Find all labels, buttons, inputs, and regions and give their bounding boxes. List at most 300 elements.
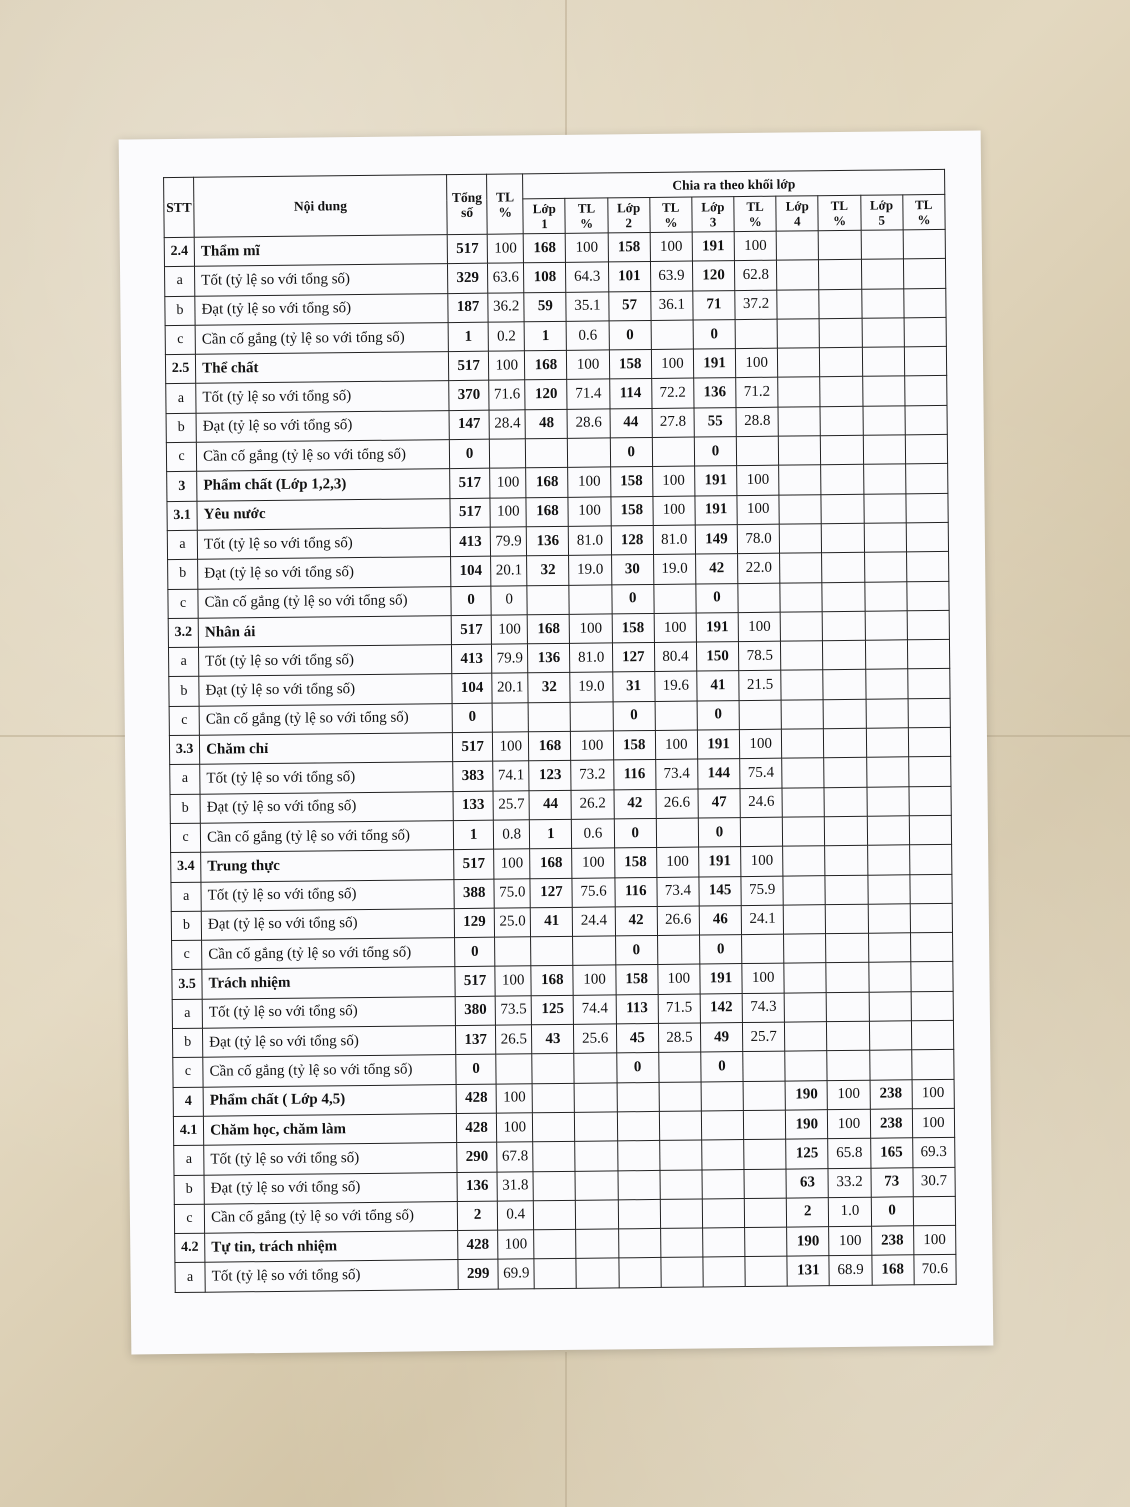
cell-count: 168 bbox=[526, 468, 568, 498]
cell-count: 150 bbox=[696, 642, 738, 672]
header-subcol-line1: Lớp bbox=[785, 198, 809, 214]
cell-percent bbox=[659, 1052, 701, 1082]
cell-percent: 100 bbox=[912, 1108, 955, 1138]
cell-percent: 100 bbox=[741, 846, 783, 876]
cell-count: 123 bbox=[529, 761, 571, 791]
cell-count: 168 bbox=[527, 614, 569, 644]
cell-percent bbox=[659, 1140, 701, 1170]
cell-content: Đạt (tỷ lệ so với tổng số) bbox=[204, 1172, 457, 1204]
cell-count bbox=[782, 758, 824, 788]
cell-count: 32 bbox=[528, 673, 570, 703]
cell-percent bbox=[822, 582, 864, 612]
cell-count bbox=[617, 1082, 659, 1112]
cell-percent bbox=[909, 786, 952, 816]
cell-percent: 28.6 bbox=[567, 409, 609, 439]
header-stt: STT bbox=[164, 177, 195, 237]
cell-percent: 100 bbox=[494, 849, 530, 879]
cell-stt: b bbox=[169, 677, 199, 707]
cell-count bbox=[527, 585, 569, 615]
cell-stt: 4 bbox=[173, 1087, 203, 1117]
cell-percent bbox=[660, 1228, 702, 1258]
cell-count: 0 bbox=[698, 818, 740, 848]
cell-percent: 62.8 bbox=[735, 260, 777, 290]
cell-content: Thẩm mĩ bbox=[194, 235, 447, 267]
cell-count: 71 bbox=[693, 290, 735, 320]
cell-count bbox=[868, 904, 910, 934]
cell-percent: 75.6 bbox=[572, 877, 614, 907]
cell-count: 1 bbox=[448, 322, 488, 352]
header-subcol-line1: Lớp bbox=[616, 200, 641, 216]
cell-count: 165 bbox=[870, 1138, 912, 1168]
cell-count: 145 bbox=[699, 876, 741, 906]
cell-percent: 24.1 bbox=[741, 905, 783, 935]
cell-percent bbox=[571, 702, 613, 732]
cell-count bbox=[869, 1021, 911, 1051]
cell-count: 57 bbox=[608, 291, 650, 321]
cell-count: 116 bbox=[613, 760, 655, 790]
cell-percent: 28.4 bbox=[489, 410, 525, 440]
cell-percent: 25.7 bbox=[743, 1022, 785, 1052]
header-subcol-line2: 5 bbox=[878, 212, 886, 228]
cell-count: 101 bbox=[608, 262, 650, 292]
cell-content: Yêu nước bbox=[197, 498, 450, 530]
cell-content: Tốt (tỷ lệ so với tổng số) bbox=[197, 528, 450, 560]
cell-percent bbox=[742, 934, 784, 964]
cell-percent bbox=[819, 289, 861, 319]
cell-percent: 73.5 bbox=[495, 995, 531, 1025]
cell-count bbox=[777, 289, 819, 319]
header-tl bbox=[487, 174, 524, 234]
cell-content: Đạt (tỷ lệ so với tổng số) bbox=[198, 557, 451, 589]
cell-percent bbox=[820, 377, 862, 407]
cell-count: 2 bbox=[457, 1201, 497, 1231]
cell-percent bbox=[569, 584, 611, 614]
cell-count bbox=[784, 992, 826, 1022]
header-subcol bbox=[692, 197, 735, 232]
cell-percent bbox=[910, 932, 953, 962]
cell-percent: 100 bbox=[570, 614, 612, 644]
cell-count: 413 bbox=[450, 527, 490, 557]
cell-count: 0 bbox=[697, 700, 739, 730]
cell-count bbox=[779, 436, 821, 466]
cell-count bbox=[703, 1228, 745, 1258]
cell-content: Đạt (tỷ lệ so với tổng số) bbox=[195, 293, 448, 325]
cell-percent bbox=[826, 933, 868, 963]
cell-percent bbox=[908, 727, 951, 757]
cell-count: 517 bbox=[455, 967, 495, 997]
cell-count bbox=[864, 523, 906, 553]
cell-count: 149 bbox=[695, 525, 737, 555]
header-subcol bbox=[903, 194, 946, 229]
cell-percent: 73.4 bbox=[655, 759, 697, 789]
cell-percent: 80.4 bbox=[654, 642, 696, 672]
cell-count bbox=[867, 845, 909, 875]
cell-percent: 100 bbox=[739, 729, 781, 759]
cell-percent: 100 bbox=[829, 1226, 871, 1256]
cell-stt: 4.1 bbox=[173, 1116, 203, 1146]
cell-content: Tốt (tỷ lệ so với tổng số) bbox=[195, 264, 448, 296]
cell-count bbox=[619, 1258, 661, 1288]
cell-stt: a bbox=[170, 765, 200, 795]
cell-percent bbox=[745, 1256, 787, 1286]
cell-percent: 26.6 bbox=[657, 906, 699, 936]
cell-count: 125 bbox=[531, 995, 573, 1025]
cell-content: Nhân ái bbox=[198, 615, 451, 647]
cell-count: 42 bbox=[614, 789, 656, 819]
cell-percent bbox=[743, 1051, 785, 1081]
cell-percent bbox=[909, 845, 952, 875]
cell-percent bbox=[826, 904, 868, 934]
cell-percent: 67.8 bbox=[497, 1142, 533, 1172]
cell-count bbox=[532, 1054, 574, 1084]
cell-stt: b bbox=[171, 911, 201, 941]
cell-percent bbox=[826, 963, 868, 993]
cell-percent bbox=[575, 1170, 617, 1200]
header-subcol-line1: TL bbox=[577, 200, 596, 216]
cell-percent bbox=[651, 320, 693, 350]
cell-percent bbox=[744, 1169, 786, 1199]
cell-count bbox=[618, 1229, 660, 1259]
header-subcol-line2: % bbox=[748, 213, 762, 229]
cell-count: 329 bbox=[448, 263, 488, 293]
cell-content: Đạt (tỷ lệ so với tổng số) bbox=[203, 1026, 456, 1058]
cell-percent bbox=[910, 903, 953, 933]
tile-seam bbox=[565, 1352, 567, 1507]
cell-count: 238 bbox=[870, 1109, 912, 1139]
cell-percent bbox=[822, 523, 864, 553]
cell-percent bbox=[735, 319, 777, 349]
cell-stt: 3.3 bbox=[169, 735, 199, 765]
cell-content: Đạt (tỷ lệ so với tổng số) bbox=[201, 908, 454, 940]
cell-percent: 36.1 bbox=[651, 291, 693, 321]
cell-percent: 74.3 bbox=[742, 993, 784, 1023]
cell-count: 191 bbox=[700, 964, 742, 994]
cell-count bbox=[781, 670, 823, 700]
cell-count: 2 bbox=[787, 1197, 829, 1227]
cell-percent bbox=[827, 992, 869, 1022]
cell-content: Tốt (tỷ lệ so với tổng số) bbox=[199, 645, 452, 677]
cell-count: 0 bbox=[693, 319, 735, 349]
cell-stt: a bbox=[175, 1263, 205, 1293]
cell-stt: a bbox=[172, 999, 202, 1029]
cell-percent bbox=[660, 1199, 702, 1229]
cell-count bbox=[534, 1229, 576, 1259]
cell-percent: 19.0 bbox=[570, 672, 612, 702]
cell-count: 168 bbox=[526, 497, 568, 527]
cell-percent: 19.6 bbox=[655, 671, 697, 701]
cell-count: 30 bbox=[611, 555, 653, 585]
cell-content: Đạt (tỷ lệ so với tổng số) bbox=[199, 674, 452, 706]
cell-count: 116 bbox=[615, 877, 657, 907]
cell-count: 0 bbox=[455, 937, 495, 967]
cell-count bbox=[533, 1142, 575, 1172]
cell-count bbox=[866, 728, 908, 758]
cell-count bbox=[701, 1081, 743, 1111]
cell-content: Cần cố gắng (tỷ lệ so với tổng số) bbox=[203, 1055, 456, 1087]
table-header bbox=[164, 169, 946, 237]
cell-count: 0 bbox=[871, 1197, 913, 1227]
cell-count: 168 bbox=[523, 233, 565, 263]
cell-count: 45 bbox=[616, 1023, 658, 1053]
cell-count bbox=[863, 464, 905, 494]
cell-percent: 69.9 bbox=[498, 1259, 534, 1289]
cell-percent: 24.4 bbox=[573, 907, 615, 937]
cell-count bbox=[862, 347, 904, 377]
cell-stt: 3.1 bbox=[167, 501, 197, 531]
cell-percent bbox=[820, 347, 862, 377]
cell-percent: 63.6 bbox=[488, 263, 524, 293]
cell-count: 191 bbox=[692, 232, 734, 262]
cell-percent bbox=[910, 874, 953, 904]
cell-stt: 3.4 bbox=[171, 852, 201, 882]
cell-count: 428 bbox=[456, 1113, 496, 1143]
cell-count bbox=[778, 348, 820, 378]
cell-count: 238 bbox=[871, 1226, 913, 1256]
cell-percent: 100 bbox=[650, 232, 692, 262]
cell-count bbox=[532, 1083, 574, 1113]
cell-stt: a bbox=[167, 530, 197, 560]
cell-count: 0 bbox=[696, 583, 738, 613]
cell-percent bbox=[906, 522, 949, 552]
cell-count: 0 bbox=[456, 1054, 496, 1084]
cell-count: 0 bbox=[699, 935, 741, 965]
cell-percent: 75.0 bbox=[494, 878, 530, 908]
cell-percent: 35.1 bbox=[566, 292, 608, 322]
cell-count: 144 bbox=[698, 759, 740, 789]
cell-percent: 31.8 bbox=[497, 1171, 533, 1201]
cell-percent bbox=[575, 1082, 617, 1112]
cell-percent bbox=[740, 817, 782, 847]
cell-count: 428 bbox=[458, 1230, 498, 1260]
cell-percent: 100 bbox=[827, 1080, 869, 1110]
cell-count: 41 bbox=[697, 671, 739, 701]
cell-percent: 33.2 bbox=[828, 1168, 870, 1198]
cell-percent bbox=[819, 230, 861, 260]
cell-count bbox=[867, 816, 909, 846]
cell-percent: 100 bbox=[493, 732, 529, 762]
cell-count bbox=[779, 494, 821, 524]
cell-count: 0 bbox=[451, 586, 491, 616]
cell-count: 158 bbox=[611, 496, 653, 526]
cell-percent: 81.0 bbox=[569, 526, 611, 556]
cell-count bbox=[784, 963, 826, 993]
cell-stt: c bbox=[172, 940, 202, 970]
cell-count: 1 bbox=[530, 819, 572, 849]
cell-percent: 100 bbox=[652, 466, 694, 496]
cell-percent: 100 bbox=[737, 495, 779, 525]
cell-count: 517 bbox=[454, 849, 494, 879]
table-body bbox=[164, 229, 956, 1292]
cell-count bbox=[533, 1112, 575, 1142]
cell-count: 127 bbox=[530, 878, 572, 908]
cell-stt: 3 bbox=[167, 472, 197, 502]
cell-count: 190 bbox=[787, 1227, 829, 1257]
cell-percent: 27.8 bbox=[652, 408, 694, 438]
cell-count: 55 bbox=[694, 407, 736, 437]
cell-content: Tốt (tỷ lệ so với tổng số) bbox=[196, 381, 449, 413]
header-subcol bbox=[523, 198, 566, 233]
cell-count: 191 bbox=[696, 612, 738, 642]
cell-count: 104 bbox=[452, 674, 492, 704]
header-subcol-line1: Lớp bbox=[532, 200, 556, 217]
cell-content: Cần cố gắng (tỷ lệ so với tổng số) bbox=[199, 703, 452, 735]
cell-percent: 100 bbox=[496, 1083, 532, 1113]
cell-count: 158 bbox=[612, 613, 654, 643]
cell-percent: 100 bbox=[651, 349, 693, 379]
cell-percent bbox=[911, 991, 954, 1021]
cell-percent bbox=[490, 439, 526, 469]
cell-count bbox=[785, 1051, 827, 1081]
cell-count bbox=[702, 1169, 744, 1199]
cell-count bbox=[785, 1022, 827, 1052]
cell-count: 158 bbox=[609, 350, 651, 380]
cell-percent: 100 bbox=[497, 1113, 533, 1143]
cell-percent bbox=[736, 436, 778, 466]
cell-percent: 71.5 bbox=[658, 994, 700, 1024]
cell-count: 380 bbox=[455, 996, 495, 1026]
cell-percent bbox=[823, 640, 865, 670]
cell-count bbox=[862, 376, 904, 406]
header-subcol-line1: Lớp bbox=[701, 199, 725, 215]
header-subcol bbox=[776, 196, 819, 231]
cell-count bbox=[866, 699, 908, 729]
cell-percent bbox=[655, 701, 697, 731]
cell-count: 73 bbox=[871, 1167, 913, 1197]
cell-content: Trung thực bbox=[201, 850, 454, 882]
cell-percent: 100 bbox=[571, 731, 613, 761]
header-subcol-line2: 3 bbox=[709, 214, 717, 230]
cell-percent bbox=[821, 494, 863, 524]
cell-count bbox=[777, 260, 819, 290]
cell-percent: 37.2 bbox=[735, 290, 777, 320]
cell-percent bbox=[660, 1169, 702, 1199]
cell-percent bbox=[743, 1081, 785, 1111]
cell-count: 120 bbox=[692, 261, 734, 291]
header-subcol-line2: % bbox=[664, 214, 678, 230]
cell-percent bbox=[661, 1257, 703, 1287]
header-subcol bbox=[860, 195, 903, 230]
cell-percent bbox=[744, 1198, 786, 1228]
cell-stt: c bbox=[173, 1058, 203, 1088]
cell-count: 0 bbox=[614, 818, 656, 848]
cell-count: 42 bbox=[615, 906, 657, 936]
cell-count: 168 bbox=[529, 731, 571, 761]
cell-percent bbox=[903, 288, 946, 318]
cell-percent bbox=[827, 1021, 869, 1051]
cell-count: 190 bbox=[785, 1080, 827, 1110]
cell-count: 168 bbox=[530, 849, 572, 879]
cell-content: Tốt (tỷ lệ so với tổng số) bbox=[200, 762, 453, 794]
cell-percent: 26.2 bbox=[571, 790, 613, 820]
header-subcol-line1: TL bbox=[662, 199, 680, 215]
cell-stt: b bbox=[170, 794, 200, 824]
cell-count: 0 bbox=[694, 437, 736, 467]
cell-count: 299 bbox=[458, 1260, 498, 1290]
cell-percent: 100 bbox=[495, 966, 531, 996]
cell-count: 113 bbox=[616, 994, 658, 1024]
header-subcol bbox=[565, 198, 608, 233]
cell-count bbox=[617, 1111, 659, 1141]
cell-percent: 100 bbox=[489, 351, 525, 381]
header-subcol bbox=[650, 197, 693, 232]
cell-percent: 100 bbox=[566, 233, 608, 263]
cell-stt: c bbox=[169, 706, 199, 736]
cell-percent bbox=[904, 376, 947, 406]
cell-percent bbox=[568, 438, 610, 468]
cell-count: 147 bbox=[449, 410, 489, 440]
cell-percent: 79.9 bbox=[490, 527, 526, 557]
cell-count bbox=[865, 669, 907, 699]
cell-count bbox=[779, 465, 821, 495]
cell-percent: 81.0 bbox=[653, 525, 695, 555]
header-subcol-line2: % bbox=[580, 215, 594, 231]
cell-count bbox=[782, 787, 824, 817]
cell-percent: 73.4 bbox=[657, 877, 699, 907]
cell-count: 1 bbox=[524, 321, 566, 351]
cell-count: 49 bbox=[700, 1023, 742, 1053]
cell-count bbox=[528, 702, 570, 732]
tile-seam bbox=[565, 0, 567, 135]
header-subcol-line2: 1 bbox=[541, 216, 548, 232]
header-total-line1: Tổng bbox=[451, 189, 482, 205]
cell-stt: a bbox=[174, 1145, 204, 1175]
cell-count: 383 bbox=[453, 762, 493, 792]
cell-percent: 22.0 bbox=[738, 553, 780, 583]
cell-percent bbox=[824, 758, 866, 788]
cell-count: 0 bbox=[609, 320, 651, 350]
cell-stt: b bbox=[174, 1175, 204, 1205]
cell-count: 136 bbox=[694, 378, 736, 408]
cell-percent: 0.4 bbox=[497, 1201, 533, 1231]
cell-content: Cần cố gắng (tỷ lệ so với tổng số) bbox=[198, 586, 451, 618]
cell-percent bbox=[824, 728, 866, 758]
cell-stt: c bbox=[170, 823, 200, 853]
paper-sheet bbox=[119, 131, 994, 1355]
header-total-line2: số bbox=[460, 204, 474, 220]
cell-count bbox=[779, 524, 821, 554]
cell-count: 158 bbox=[608, 232, 650, 262]
statistics-table bbox=[163, 169, 957, 1293]
cell-count bbox=[863, 435, 905, 465]
cell-count: 133 bbox=[453, 791, 493, 821]
cell-percent bbox=[903, 229, 946, 259]
cell-count bbox=[617, 1141, 659, 1171]
cell-count bbox=[784, 934, 826, 964]
cell-count: 191 bbox=[697, 730, 739, 760]
cell-percent: 0.6 bbox=[567, 321, 609, 351]
cell-percent bbox=[907, 610, 950, 640]
cell-count: 0 bbox=[701, 1052, 743, 1082]
cell-percent bbox=[492, 703, 528, 733]
cell-count: 108 bbox=[524, 263, 566, 293]
cell-percent: 20.1 bbox=[492, 673, 528, 703]
cell-count: 517 bbox=[452, 732, 492, 762]
cell-percent: 36.2 bbox=[488, 292, 524, 322]
cell-content: Phẩm chất (Lớp 1,2,3) bbox=[197, 469, 450, 501]
cell-percent: 20.1 bbox=[491, 556, 527, 586]
cell-count bbox=[861, 230, 903, 260]
cell-percent bbox=[907, 669, 950, 699]
cell-percent: 25.7 bbox=[493, 790, 529, 820]
cell-percent: 26.5 bbox=[496, 1025, 532, 1055]
cell-percent: 100 bbox=[491, 615, 527, 645]
cell-percent bbox=[905, 434, 948, 464]
cell-percent: 28.5 bbox=[658, 1023, 700, 1053]
cell-count bbox=[783, 817, 825, 847]
cell-percent: 72.2 bbox=[651, 379, 693, 409]
cell-percent bbox=[575, 1112, 617, 1142]
cell-content: Chăm học, chăm làm bbox=[204, 1113, 457, 1145]
